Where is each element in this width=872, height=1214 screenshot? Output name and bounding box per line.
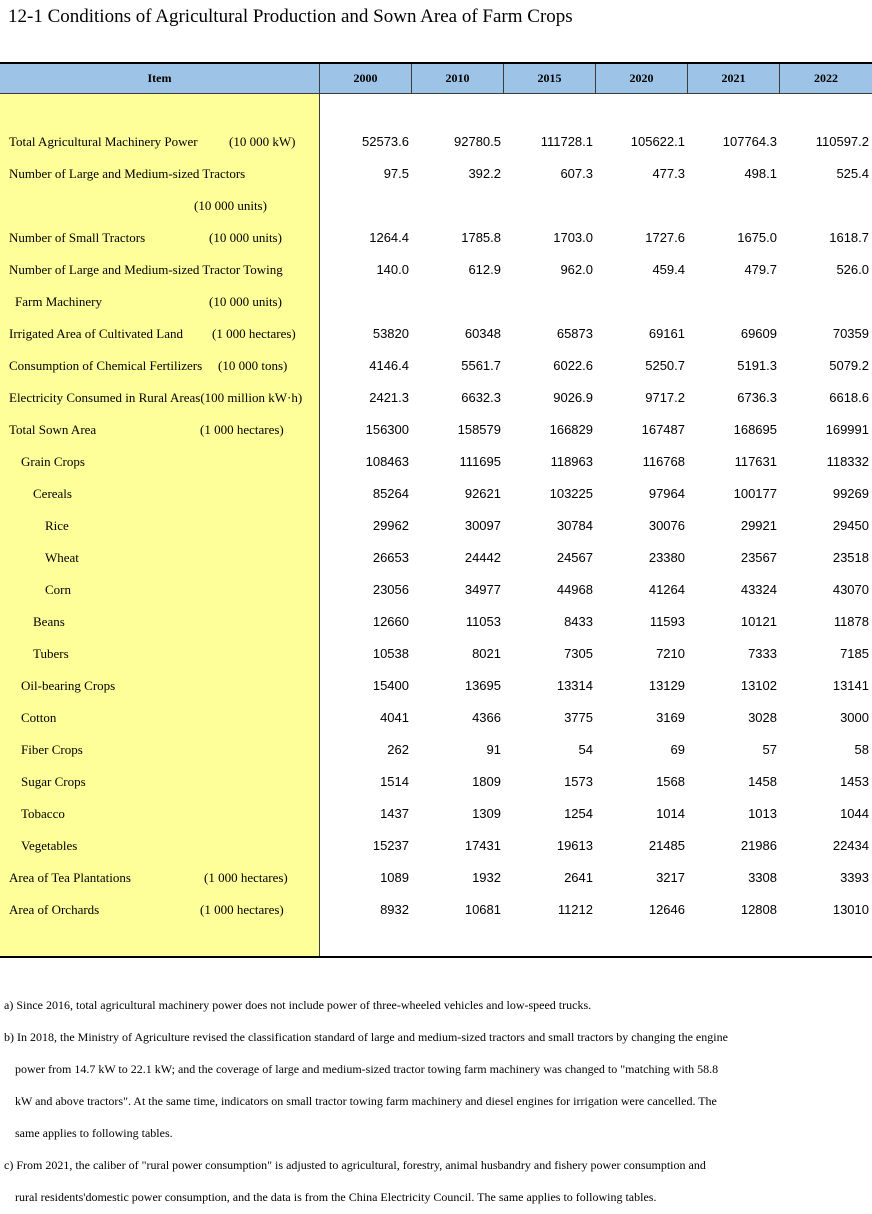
row-unit: (10 000 units) <box>209 230 282 245</box>
table-cell: 21485 <box>648 838 685 853</box>
table-cell: 7185 <box>840 646 869 661</box>
table-cell: 110597.2 <box>815 134 869 149</box>
row-label: Tobacco <box>21 806 65 821</box>
table-cell: 19613 <box>556 838 593 853</box>
table-cell: 111728.1 <box>540 134 593 149</box>
table-cell: 44968 <box>556 582 593 597</box>
table-cell: 1437 <box>380 806 409 821</box>
row-unit: (1 000 hectares) <box>200 902 284 917</box>
table-cell: 1264.4 <box>369 230 409 245</box>
table-cell: 13129 <box>648 678 685 693</box>
table-cell: 1014 <box>656 806 685 821</box>
table-cell: 34977 <box>464 582 501 597</box>
table-cell: 24567 <box>556 550 593 565</box>
table-cell: 3393 <box>840 870 869 885</box>
table-cell: 15400 <box>372 678 409 693</box>
table-cell: 9717.2 <box>645 390 685 405</box>
row-unit: (1 000 hectares) <box>204 870 288 885</box>
table-cell: 612.9 <box>468 262 501 277</box>
column-header-year: 2015 <box>503 64 595 93</box>
table-cell: 4146.4 <box>369 358 409 373</box>
table-cell: 13010 <box>832 902 869 917</box>
table-cell: 103225 <box>549 486 593 501</box>
table-cell: 92780.5 <box>454 134 501 149</box>
table-cell: 29921 <box>740 518 777 533</box>
table-cell: 5250.7 <box>645 358 685 373</box>
footnote-line: power from 14.7 kW to 22.1 kW; and the coverage of large and medium-sized tractor towing farm machinery was changed to "matching with 58.8 <box>15 1062 719 1076</box>
table-cell: 2421.3 <box>369 390 409 405</box>
table-cell: 10538 <box>372 646 409 661</box>
table-cell: 70359 <box>832 326 869 341</box>
table-cell: 43070 <box>832 582 869 597</box>
table-cell: 158579 <box>457 422 501 437</box>
table-cell: 21986 <box>740 838 777 853</box>
table-cell: 1453 <box>840 774 869 789</box>
table-cell: 1675.0 <box>737 230 777 245</box>
row-unit: (1 000 hectares) <box>212 326 296 341</box>
table-cell: 43324 <box>740 582 777 597</box>
row-label: Cotton <box>21 710 57 725</box>
table-cell: 58 <box>854 742 869 757</box>
column-header-year: 2000 <box>319 64 411 93</box>
row-unit: (10 000 units) <box>194 198 267 213</box>
table-cell: 97964 <box>648 486 685 501</box>
table-cell: 29450 <box>832 518 869 533</box>
footnote-line: kW and above tractors". At the same time, indicators on small tractor towing farm machinery and diesel engines for irrigation were cancelled. The <box>15 1094 717 1108</box>
row-label: Farm Machinery <box>15 294 103 309</box>
row-unit: (10 000 kW) <box>229 134 296 149</box>
table-cell: 111695 <box>459 454 501 469</box>
row-label: Total Sown Area <box>9 422 97 437</box>
table-cell: 6022.6 <box>553 358 593 373</box>
table-cell: 262 <box>387 742 409 757</box>
table-cell: 11053 <box>465 614 501 629</box>
table-cell: 8021 <box>472 646 501 661</box>
row-label: Number of Large and Medium-sized Tractors <box>9 166 246 181</box>
table-cell: 9026.9 <box>553 390 593 405</box>
row-label: Area of Tea Plantations <box>9 870 131 885</box>
table-cell: 24442 <box>464 550 501 565</box>
table-cell: 7210 <box>656 646 685 661</box>
table-cell: 526.0 <box>836 262 869 277</box>
table-cell: 11878 <box>833 614 869 629</box>
table-cell: 459.4 <box>652 262 685 277</box>
table-cell: 1568 <box>656 774 685 789</box>
footnote-line: same applies to following tables. <box>15 1126 173 1140</box>
table-cell: 167487 <box>641 422 685 437</box>
table-cell: 392.2 <box>468 166 501 181</box>
row-unit: (10 000 units) <box>209 294 282 309</box>
table-cell: 10681 <box>464 902 501 917</box>
row-label: Number of Large and Medium-sized Tractor Towing <box>9 262 283 277</box>
table-cell: 57 <box>762 742 777 757</box>
table-cell: 92621 <box>464 486 501 501</box>
table-cell: 29962 <box>372 518 409 533</box>
row-unit: (10 000 tons) <box>218 358 288 373</box>
table-cell: 60348 <box>464 326 501 341</box>
table-cell: 1703.0 <box>553 230 593 245</box>
table-cell: 85264 <box>372 486 409 501</box>
table-cell: 6736.3 <box>737 390 777 405</box>
table-cell: 23056 <box>372 582 409 597</box>
table-cell: 117631 <box>734 454 777 469</box>
table-cell: 3217 <box>656 870 685 885</box>
footnote-line: rural residents'domestic power consumption, and the data is from the China Electricity Council. The same applies to following tables. <box>15 1190 657 1204</box>
table-cell: 477.3 <box>652 166 685 181</box>
row-label: Sugar Crops <box>21 774 86 789</box>
table-cell: 13314 <box>556 678 593 693</box>
table-cell: 166829 <box>549 422 593 437</box>
column-header-year: 2021 <box>687 64 779 93</box>
row-label: Grain Crops <box>21 454 85 469</box>
table-cell: 52573.6 <box>362 134 409 149</box>
table-cell: 1254 <box>564 806 593 821</box>
row-label: Beans <box>33 614 65 629</box>
row-label: Oil-bearing Crops <box>21 678 116 693</box>
table-cell: 3000 <box>840 710 869 725</box>
table-cell: 4041 <box>380 710 409 725</box>
table-cell: 65873 <box>556 326 593 341</box>
table-cell: 11593 <box>649 614 685 629</box>
row-unit: (1 000 hectares) <box>200 422 284 437</box>
table-cell: 97.5 <box>383 166 409 181</box>
table-cell: 6618.6 <box>829 390 869 405</box>
table-cell: 1013 <box>748 806 777 821</box>
table-cell: 1044 <box>840 806 869 821</box>
table-cell: 8932 <box>380 902 409 917</box>
table-cell: 5561.7 <box>461 358 501 373</box>
table-cell: 7305 <box>564 646 593 661</box>
table-cell: 7333 <box>748 646 777 661</box>
table-cell: 12660 <box>372 614 409 629</box>
table-cell: 1089 <box>380 870 409 885</box>
table-cell: 13695 <box>464 678 501 693</box>
table-cell: 8433 <box>564 614 593 629</box>
table-bottom-rule <box>0 956 872 958</box>
footnote-line: c) From 2021, the caliber of "rural power consumption" is adjusted to agricultural, forestry, animal husbandry and fishery power consumption and <box>4 1158 706 1172</box>
table-cell: 10121 <box>740 614 777 629</box>
table-cell: 53820 <box>372 326 409 341</box>
table-cell: 1809 <box>472 774 501 789</box>
table-cell: 69609 <box>740 326 777 341</box>
column-header-year: 2020 <box>595 64 687 93</box>
table-cell: 3169 <box>656 710 685 725</box>
table-cell: 498.1 <box>744 166 777 181</box>
table-cell: 140.0 <box>376 262 409 277</box>
table-cell: 11212 <box>557 902 593 917</box>
row-label: Irrigated Area of Cultivated Land <box>9 326 183 341</box>
table-cell: 1573 <box>564 774 593 789</box>
table-cell: 69161 <box>648 326 685 341</box>
table-cell: 41264 <box>648 582 685 597</box>
table-cell: 1514 <box>380 774 409 789</box>
row-label: Number of Small Tractors <box>9 230 146 245</box>
row-label: Wheat <box>45 550 79 565</box>
row-label: Electricity Consumed in Rural Areas(100 million kW·h) <box>9 390 303 405</box>
table-cell: 15237 <box>372 838 409 853</box>
table-cell: 91 <box>486 742 501 757</box>
table-cell: 23518 <box>832 550 869 565</box>
table-cell: 105622.1 <box>630 134 685 149</box>
table-cell: 1618.7 <box>829 230 869 245</box>
footnote-line: a) Since 2016, total agricultural machinery power does not include power of three-wheeled vehicles and low-speed trucks. <box>4 998 592 1012</box>
table-cell: 169991 <box>825 422 869 437</box>
table-cell: 22434 <box>832 838 869 853</box>
table-cell: 3775 <box>564 710 593 725</box>
table-cell: 3028 <box>748 710 777 725</box>
page-title: 12-1 Conditions of Agricultural Production and Sown Area of Farm Crops <box>8 6 573 27</box>
row-label: Vegetables <box>21 838 78 853</box>
column-header-item: Item <box>147 71 172 85</box>
row-label: Tubers <box>33 646 69 661</box>
row-label: Total Agricultural Machinery Power <box>9 134 198 149</box>
table-cell: 1309 <box>472 806 501 821</box>
table-cell: 13141 <box>832 678 869 693</box>
column-header-year: 2010 <box>411 64 503 93</box>
table-cell: 1727.6 <box>645 230 685 245</box>
table-cell: 26653 <box>372 550 409 565</box>
table-cell: 30097 <box>464 518 501 533</box>
table-cell: 479.7 <box>744 262 777 277</box>
table-cell: 6632.3 <box>461 390 501 405</box>
table-cell: 1932 <box>472 870 501 885</box>
table-header <box>0 64 872 93</box>
table-cell: 23567 <box>740 550 777 565</box>
table-cell: 30076 <box>648 518 685 533</box>
table-cell: 168695 <box>733 422 777 437</box>
table-cell: 607.3 <box>560 166 593 181</box>
table-cell: 23380 <box>648 550 685 565</box>
table-cell: 30784 <box>556 518 593 533</box>
table-cell: 107764.3 <box>722 134 777 149</box>
table-cell: 118332 <box>826 454 869 469</box>
table-cell: 12808 <box>740 902 777 917</box>
table-cell: 5079.2 <box>829 358 869 373</box>
table-cell: 54 <box>578 742 593 757</box>
table-cell: 118963 <box>550 454 593 469</box>
row-label: Fiber Crops <box>21 742 83 757</box>
table-cell: 69 <box>670 742 685 757</box>
row-label: Rice <box>45 518 69 533</box>
table-cell: 4366 <box>472 710 501 725</box>
table-cell: 17431 <box>464 838 501 853</box>
footnote-line: b) In 2018, the Ministry of Agriculture revised the classification standard of large and medium-sized tractors and small tractors by changing the engine <box>4 1030 728 1044</box>
table-cell: 13102 <box>740 678 777 693</box>
table-cell: 2641 <box>564 870 593 885</box>
table-cell: 100177 <box>733 486 777 501</box>
table-cell: 116768 <box>642 454 685 469</box>
table-cell: 5191.3 <box>737 358 777 373</box>
row-label: Corn <box>45 582 71 597</box>
table-cell: 1458 <box>748 774 777 789</box>
row-label: Cereals <box>33 486 72 501</box>
table-cell: 99269 <box>832 486 869 501</box>
row-label: Area of Orchards <box>9 902 100 917</box>
table-cell: 156300 <box>365 422 409 437</box>
table-cell: 12646 <box>648 902 685 917</box>
row-label: Consumption of Chemical Fertilizers <box>9 358 203 373</box>
table-cell: 108463 <box>365 454 409 469</box>
column-header-year: 2022 <box>779 64 872 93</box>
table-cell: 525.4 <box>836 166 869 181</box>
table-cell: 3308 <box>748 870 777 885</box>
table-cell: 962.0 <box>560 262 593 277</box>
table-cell: 1785.8 <box>461 230 501 245</box>
